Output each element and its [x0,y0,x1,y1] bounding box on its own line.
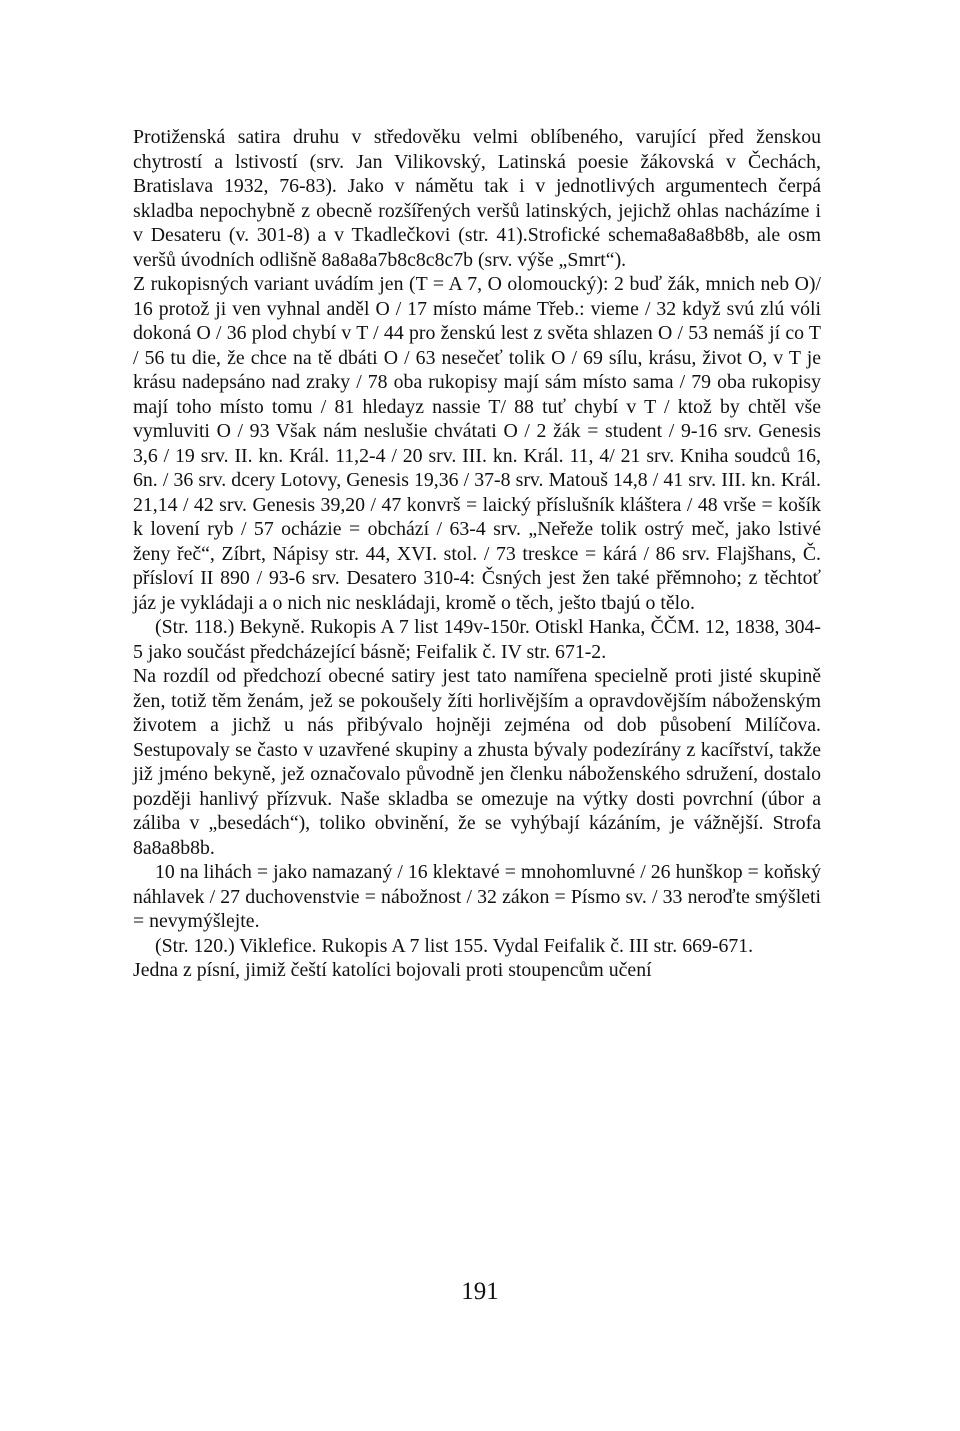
paragraph-satire-intro: Protiženská satira druhu v středověku velmi oblíbeného, varující před ženskou chytrostí a lstivostí (srv. Jan Vilikovský, Latinská poesie žákovská v Čechách, Bratislava 1932, 76-83). Jako v námětu tak i v jednotlivých argumentech čerpá skladba nepochybně z obecně rozšířených veršů latinských, jejichž ohlas nacházíme i v Desateru (v. 301-8) a v Tkadlečkovi (str. 41).Strofické schema8a8a8b8b, ale osm veršů úvodních odlišně 8a8a8a7b8c8c8c7b (srv. výše „Smrt“). [133,126,821,271]
page-number: 191 [461,1278,499,1305]
paragraph-bekyne-source: (Str. 118.) Bekyně. Rukopis A 7 list 149v-150r. Otiskl Hanka, ČČM. 12, 1838, 304-5 jako součást předcházející básně; Feifalik č. IV str. 671-2. [133,616,821,663]
paragraph-bekyne-commentary: Na rozdíl od předchozí obecné satiry jest tato namířena specielně proti jisté skupině žen, totiž těm ženám, jež se pokoušely žíti horlivějším a opravdovějším náboženským životem a jichž u nás přibývalo hojněji zejména od dob působení Milíčova. Sestupovaly se často v uzavřené skupiny a zhusta bývaly podezírány z kacířství, takže již jméno bekyně, jež označovalo původně jen členku náboženského sdružení, dostalo později hanlivý přízvuk. Naše skladba se omezuje na výtky dosti povrchní (úbor a záliba v „besedách“), toliko obvinění, že se vyhýbají kázáním, je vážnější. Strofa 8a8a8b8b. [133,665,821,859]
paragraph-variants: Z rukopisných variant uvádím jen (T = A 7, O olomoucký): 2 buď žák, mnich neb O)/ 16 protož ji ven vyhnal anděl O / 17 místo máme Třeb.: vieme / 32 když svú zlú vóli dokoná O / 36 plod chybí v T / 44 pro ženskú lest z světa shlazen O / 53 nemáš jí co T / 56 tu die, že chce na tě dbáti O / 63 nesečeť tolik O / 69 sílu, krásu, život O, v T je krásu nadepsáno nad zraky / 78 oba rukopisy mají sám místo sama / 79 oba rukopisy mají toho místo tomu / 81 hledayz nassie T/ 88 tuť chybí v T / ktož by chtěl vše vymluviti O / 93 Však nám neslušie chvátati O / 2 žák = student / 9-16 srv. Genesis 3,6 / 19 srv. II. kn. Král. 11,2-4 / 20 srv. III. kn. Král. 11, 4/ 21 srv. Kniha soudců 16, 6n. / 36 srv. dcery Lotovy, Genesis 19,36 / 37-8 srv. Matouš 14,8 / 41 srv. III. kn. Král. 21,14 / 42 srv. Genesis 39,20 / 47 konvrš = laický příslušník kláštera / 48 vrše = košík k lovení ryb / 57 ocházie = obchází / 63-4 srv. „Neřeže tolik ostrý meč, jako lstivé ženy řeč“, Zíbrt, Nápisy str. 44, XVI. stol. / 73 treskce = kárá / 86 srv. Flajšhans, Č. přísloví II 890 / 93-6 srv. Desatero 310-4: Čsných jest žen také přěmnoho; z těchtoť jáz je vykládaji a o nich nic neskládaji, kromě o těch, ješto tbajú o tělo. [133,273,821,614]
page-body [133,125,821,983]
paragraph-viklefice-source: (Str. 120.) Viklefice. Rukopis A 7 list 155. Vydal Feifalik č. III str. 669-671. [155,934,754,957]
paragraph-bekyne-glosses: 10 na lihách = jako namazaný / 16 klektavé = mnohomluvné / 26 hunškop = koňský náhlavek / 27 duchovenstvie = nábožnost / 32 zákon = Písmo sv. / 33 neroďte smýšleti = nevymýšlejte. [133,861,821,932]
paragraph-viklefice-intro: Jedna z písní, jimiž čeští katolíci bojovali proti stoupencům učení [133,959,652,981]
